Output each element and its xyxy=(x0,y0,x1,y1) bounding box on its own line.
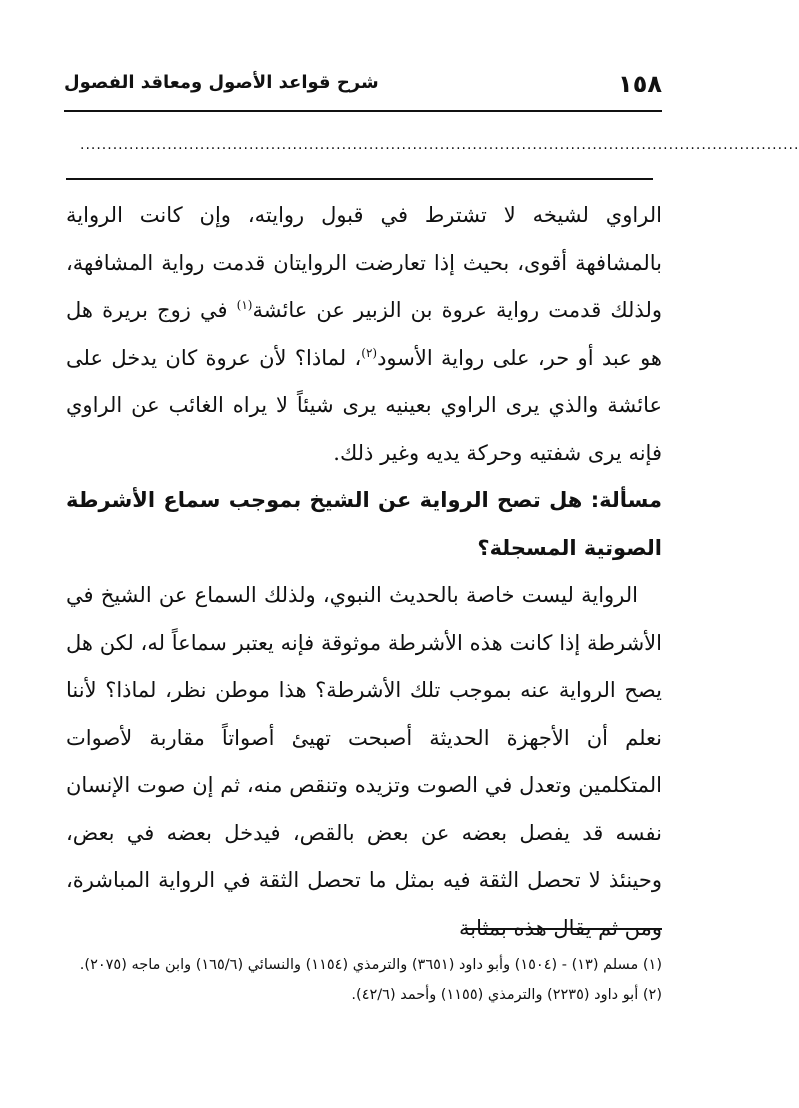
paragraph-1 xyxy=(66,192,662,477)
header-rule xyxy=(64,110,662,112)
paragraph-1-text-c: ، لماذا؟ لأن عروة كان يدخل على عائشة والذي يرى الراوي بعينيه يرى شيئاً لا يراه الغائب عن الراوي فإنه يرى شفتيه وحركة يديه وغير ذلك. xyxy=(66,345,662,465)
separator-rule xyxy=(66,178,653,180)
footnotes xyxy=(66,950,662,1010)
paragraph-1-text-b: في زوج بريرة هل هو عبد أو حر، على رواية الأسود xyxy=(66,298,662,370)
footnote-rule xyxy=(464,928,662,930)
footnote-1: (١) مسلم (١٣) - (١٥٠٤) وأبو داود (٣٦٥١) والترمذي (١١٥٤) والنسائي (١٦٥/٦) وابن ماجه (٢٠٧٥). xyxy=(79,957,662,973)
running-title: شرح قواعد الأصول ومعاقد الفصول xyxy=(64,72,379,93)
paragraph-2: الرواية ليست خاصة بالحديث النبوي، ولذلك السماع عن الشيخ في الأشرطة إذا كانت هذه الأشرطة موثوقة فإنه يعتبر سماعاً له، لكن هل يصح الرواية عنه بموجب تلك الأشرطة؟ هذا موطن نظر، لماذا؟ لأننا نعلم أن الأجهزة الحديثة أصبحت تهيئ أصواتاً مقاربة لأصوات المتكلمين وتعدل في الصوت وتزيده وتنقص منه، ثم إن صوت الإنسان نفسه قد يفصل بعضه عن بعض بالقص، فيدخل بعضه في بعض، وحينئذ لا تحصل الثقة فيه بمثل ما تحصل الثقة في الرواية المباشرة، ومن ثم يقال هذه بمثابة xyxy=(66,583,662,940)
dotted-separator: .................................................................................................................................... xyxy=(80,137,799,153)
footnote-marker-2: (٢) xyxy=(361,345,378,360)
page-number: ١٥٨ xyxy=(618,70,662,98)
running-header xyxy=(64,70,662,110)
footnote-2: (٢) أبو داود (٢٢٣٥) والترمذي (١١٥٥) وأحمد (٤٢/٦). xyxy=(351,987,662,1003)
footnote-marker-1: (١) xyxy=(236,298,253,312)
section-heading: مسألة: هل تصح الرواية عن الشيخ بموجب سماع الأشرطة الصوتية المسجلة؟ xyxy=(66,488,662,560)
main-text xyxy=(66,192,662,952)
paragraph-1-text-a: الراوي لشيخه لا تشترط في قبول روايته، وإن كانت الرواية بالمشافهة أقوى، بحيث إذا تعارضت الروايتان قدمت رواية المشافهة، ولذلك قدمت رواية عروة بن الزبير عن عائشة xyxy=(66,203,662,322)
